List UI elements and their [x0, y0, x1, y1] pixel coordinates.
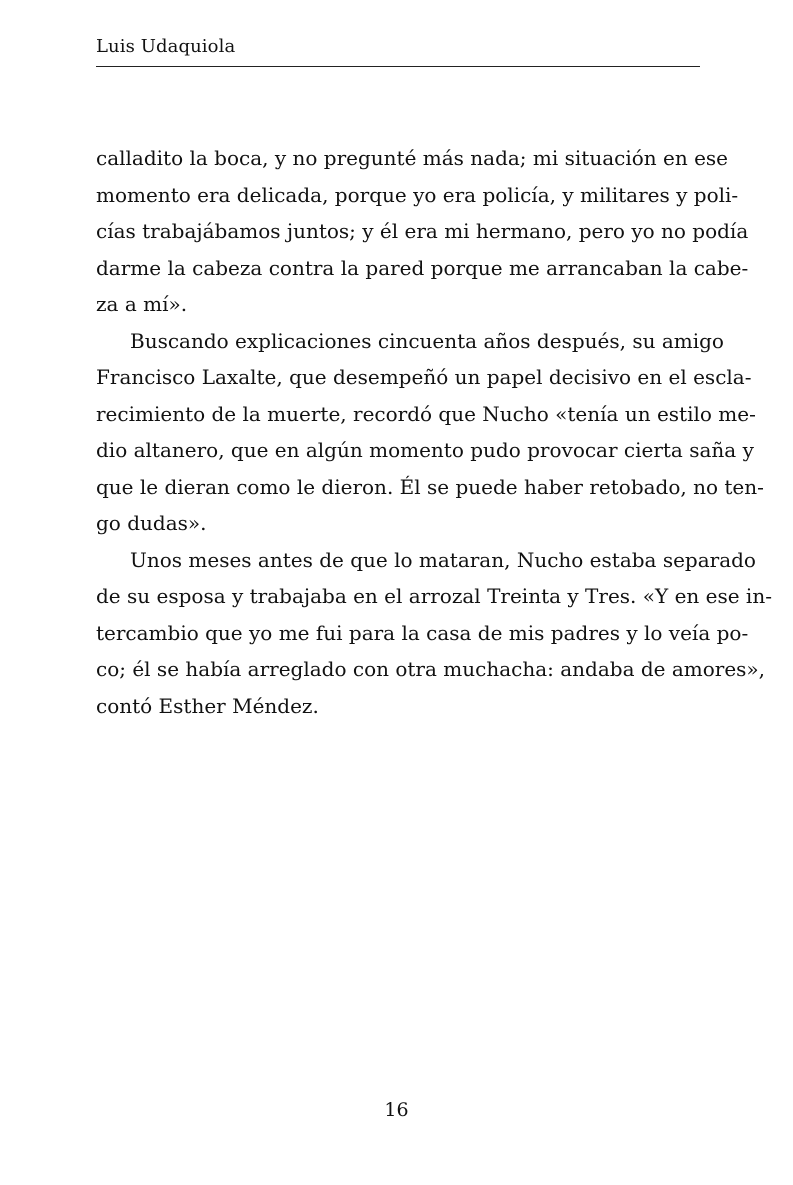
- text-line: dio altanero, que en algún momento pudo provocar cierta saña y: [96, 438, 754, 462]
- text-line: que le dieran como le dieron. Él se puede haber retobado, no ten-: [96, 474, 764, 499]
- paragraph-3: [96, 542, 772, 725]
- text-line: calladito la boca, y no pregunté más nada; mi situación en ese: [96, 146, 729, 170]
- paragraph-1: [96, 140, 749, 323]
- text-line: go dudas».: [96, 511, 207, 535]
- text-line: Unos meses antes de que lo mataran, Nucho estaba separado: [130, 547, 756, 572]
- text-line: tercambio que yo me fui para la casa de mis padres y lo veía po-: [96, 620, 749, 645]
- text-line: momento era delicada, porque yo era policía, y militares y poli-: [96, 182, 739, 207]
- text-line: cías trabajábamos juntos; y él era mi hermano, pero yo no podía: [96, 219, 749, 243]
- text-line: recimiento de la muerte, recordó que Nucho «tenía un estilo me-: [96, 401, 756, 426]
- text-line: Francisco Laxalte, que desempeñó un papel decisivo en el escla-: [96, 365, 752, 389]
- body-text: [96, 140, 772, 724]
- running-head: Luis Udaquiola: [96, 36, 236, 57]
- text-line: za a mí».: [96, 292, 188, 316]
- text-line: contó Esther Méndez.: [96, 693, 319, 718]
- text-line: de su esposa y trabajaba en el arrozal Treinta y Tres. «Y en ese in-: [96, 584, 772, 608]
- text-line: darme la cabeza contra la pared porque me arrancaban la cabe-: [96, 255, 749, 280]
- text-line: co; él se había arreglado con otra muchacha: andaba de amores»,: [96, 657, 766, 681]
- paragraph-2: [96, 323, 764, 542]
- text-line: Buscando explicaciones cincuenta años después, su amigo: [130, 328, 724, 353]
- header-rule: [96, 66, 700, 67]
- page-number: 16: [384, 1099, 409, 1121]
